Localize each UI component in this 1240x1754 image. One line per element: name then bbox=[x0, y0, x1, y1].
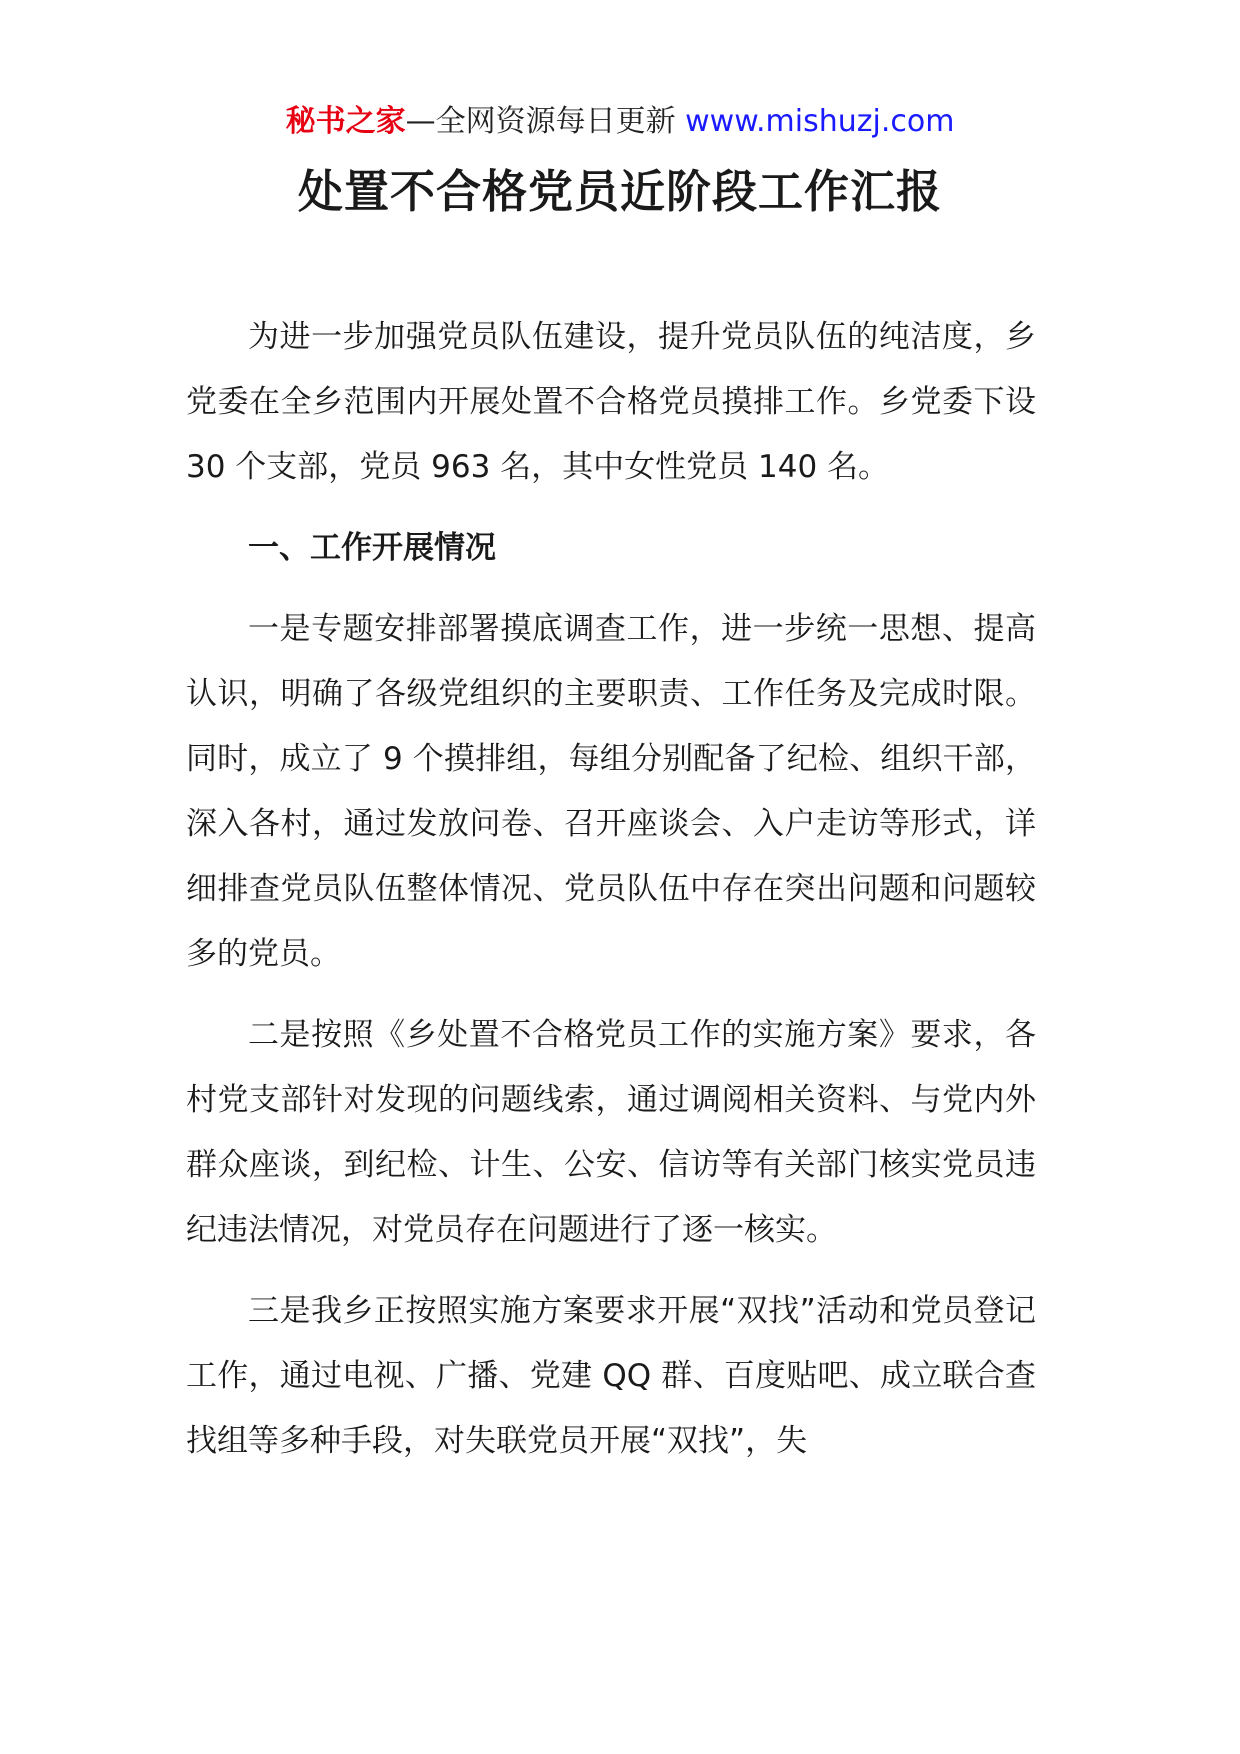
site-url-link[interactable]: www.mishuzj.com bbox=[685, 104, 955, 139]
document-body bbox=[186, 305, 1036, 1490]
section-heading: 一、工作开展情况 bbox=[248, 530, 496, 566]
brand-name: 秘书之家 bbox=[285, 104, 406, 139]
header-tagline: —全网资源每日更新 bbox=[405, 104, 676, 139]
body-paragraph-3: 三是我乡正按照实施方案要求开展“双找”活动和党员登记工作，通过电视、广播、党建 QQ 群、百度贴吧、成立联合查找组等多种手段，对失联党员开展“双找”，失 bbox=[186, 1293, 1036, 1459]
document-title: 处置不合格党员近阶段工作汇报 bbox=[297, 165, 942, 218]
body-paragraph-1: 一是专题安排部署摸底调查工作，进一步统一思想、提高认识，明确了各级党组织的主要职责、工作任务及完成时限。同时，成立了 9 个摸排组，每组分别配备了纪检、组织干部，深入各村，通过发放问卷、召开座谈会、入户走访等形式，详细排查党员队伍整体情况、党员队伍中存在突出问题和问题较多的党员。 bbox=[186, 611, 1036, 972]
intro-paragraph: 为进一步加强党员队伍建设，提升党员队伍的纯洁度，乡党委在全乡范围内开展处置不合格党员摸排工作。乡党委下设 30 个支部，党员 963 名，其中女性党员 140 名。 bbox=[186, 319, 1036, 485]
body-paragraph-2: 二是按照《乡处置不合格党员工作的实施方案》要求，各村党支部针对发现的问题线索，通过调阅相关资料、与党内外群众座谈，到纪检、计生、公安、信访等有关部门核实党员违纪违法情况，对党员存在问题进行了逐一核实。 bbox=[186, 1017, 1036, 1248]
site-header bbox=[0, 100, 1240, 144]
